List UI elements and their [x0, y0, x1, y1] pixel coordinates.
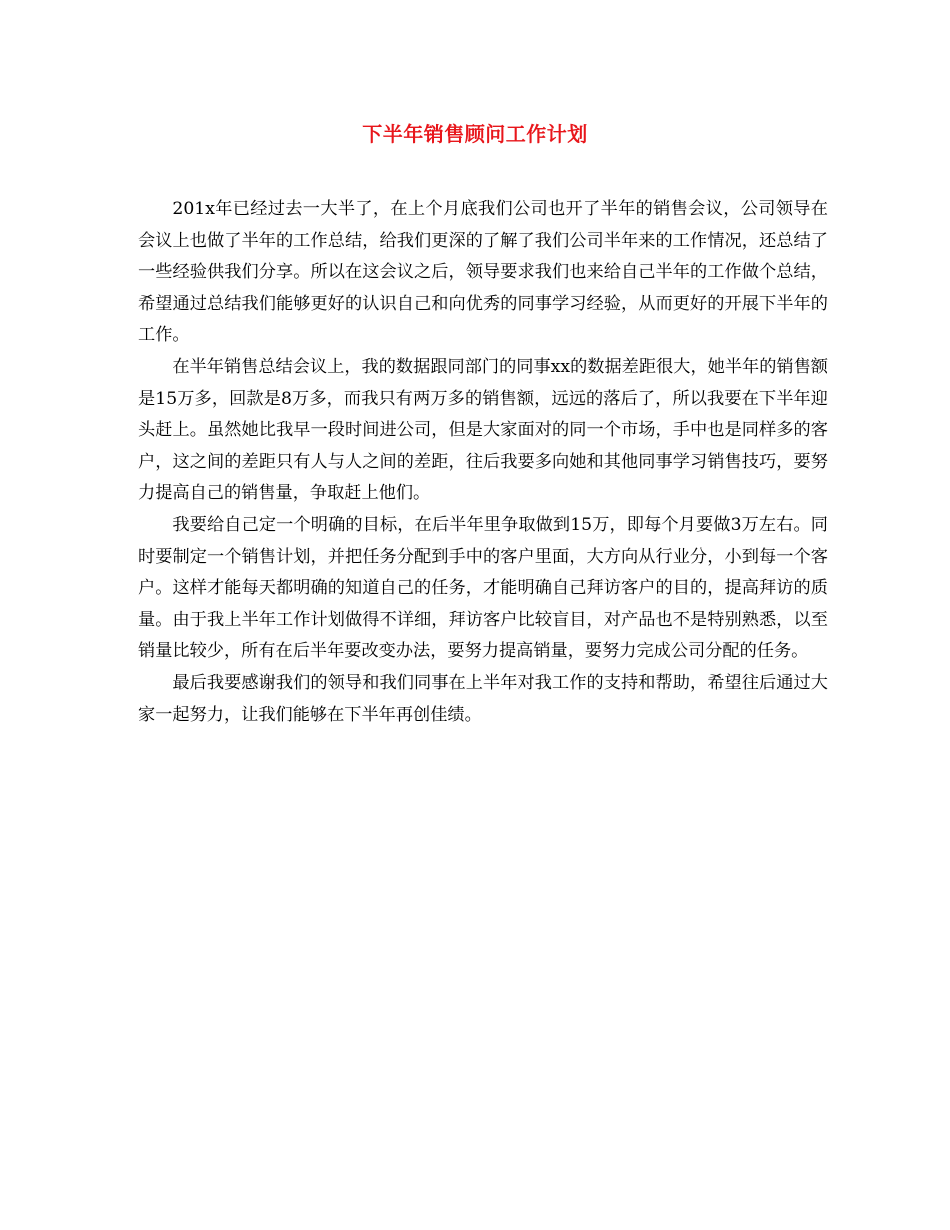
- paragraph-1: 201x年已经过去一大半了，在上个月底我们公司也开了半年的销售会议，公司领导在会议上也做了半年的工作总结，给我们更深的了解了我们公司半年来的工作情况，还总结了一些经验供我们分享。所以在这会议之后，领导要求我们也来给自己半年的工作做个总结，希望通过总结我们能够更好的认识自己和向优秀的同事学习经验，从而更好的开展下半年的工作。: [138, 199, 828, 346]
- document-body: [138, 194, 828, 731]
- paragraph-3: 我要给自己定一个明确的目标，在后半年里争取做到15万，即每个月要做3万左右。同时要制定一个销售计划，并把任务分配到手中的客户里面，大方向从行业分，小到每一个客户。这样才能每天都明确的知道自己的任务，才能明确自己拜访客户的目的，提高拜访的质量。由于我上半年工作计划做得不详细，拜访客户比较盲目，对产品也不是特别熟悉，以至销量比较少，所有在后半年要改变办法，要努力提高销量，要努力完成公司分配的任务。: [138, 514, 828, 662]
- document-title: 下半年销售顾问工作计划: [362, 122, 588, 146]
- paragraph-2: 在半年销售总结会议上，我的数据跟同部门的同事xx的数据差距很大，她半年的销售额是15万多，回款是8万多，而我只有两万多的销售额，远远的落后了，所以我要在下半年迎头赶上。虽然她比我早一段时间进公司，但是大家面对的同一个市场，手中也是同样多的客户，这之间的差距只有人与人之间的差距，往后我要多向她和其他同事学习销售技巧，要努力提高自己的销售量，争取赶上他们。: [138, 356, 828, 504]
- paragraph-4: 最后我要感谢我们的领导和我们同事在上半年对我工作的支持和帮助，希望往后通过大家一起努力，让我们能够在下半年再创佳绩。: [138, 672, 828, 725]
